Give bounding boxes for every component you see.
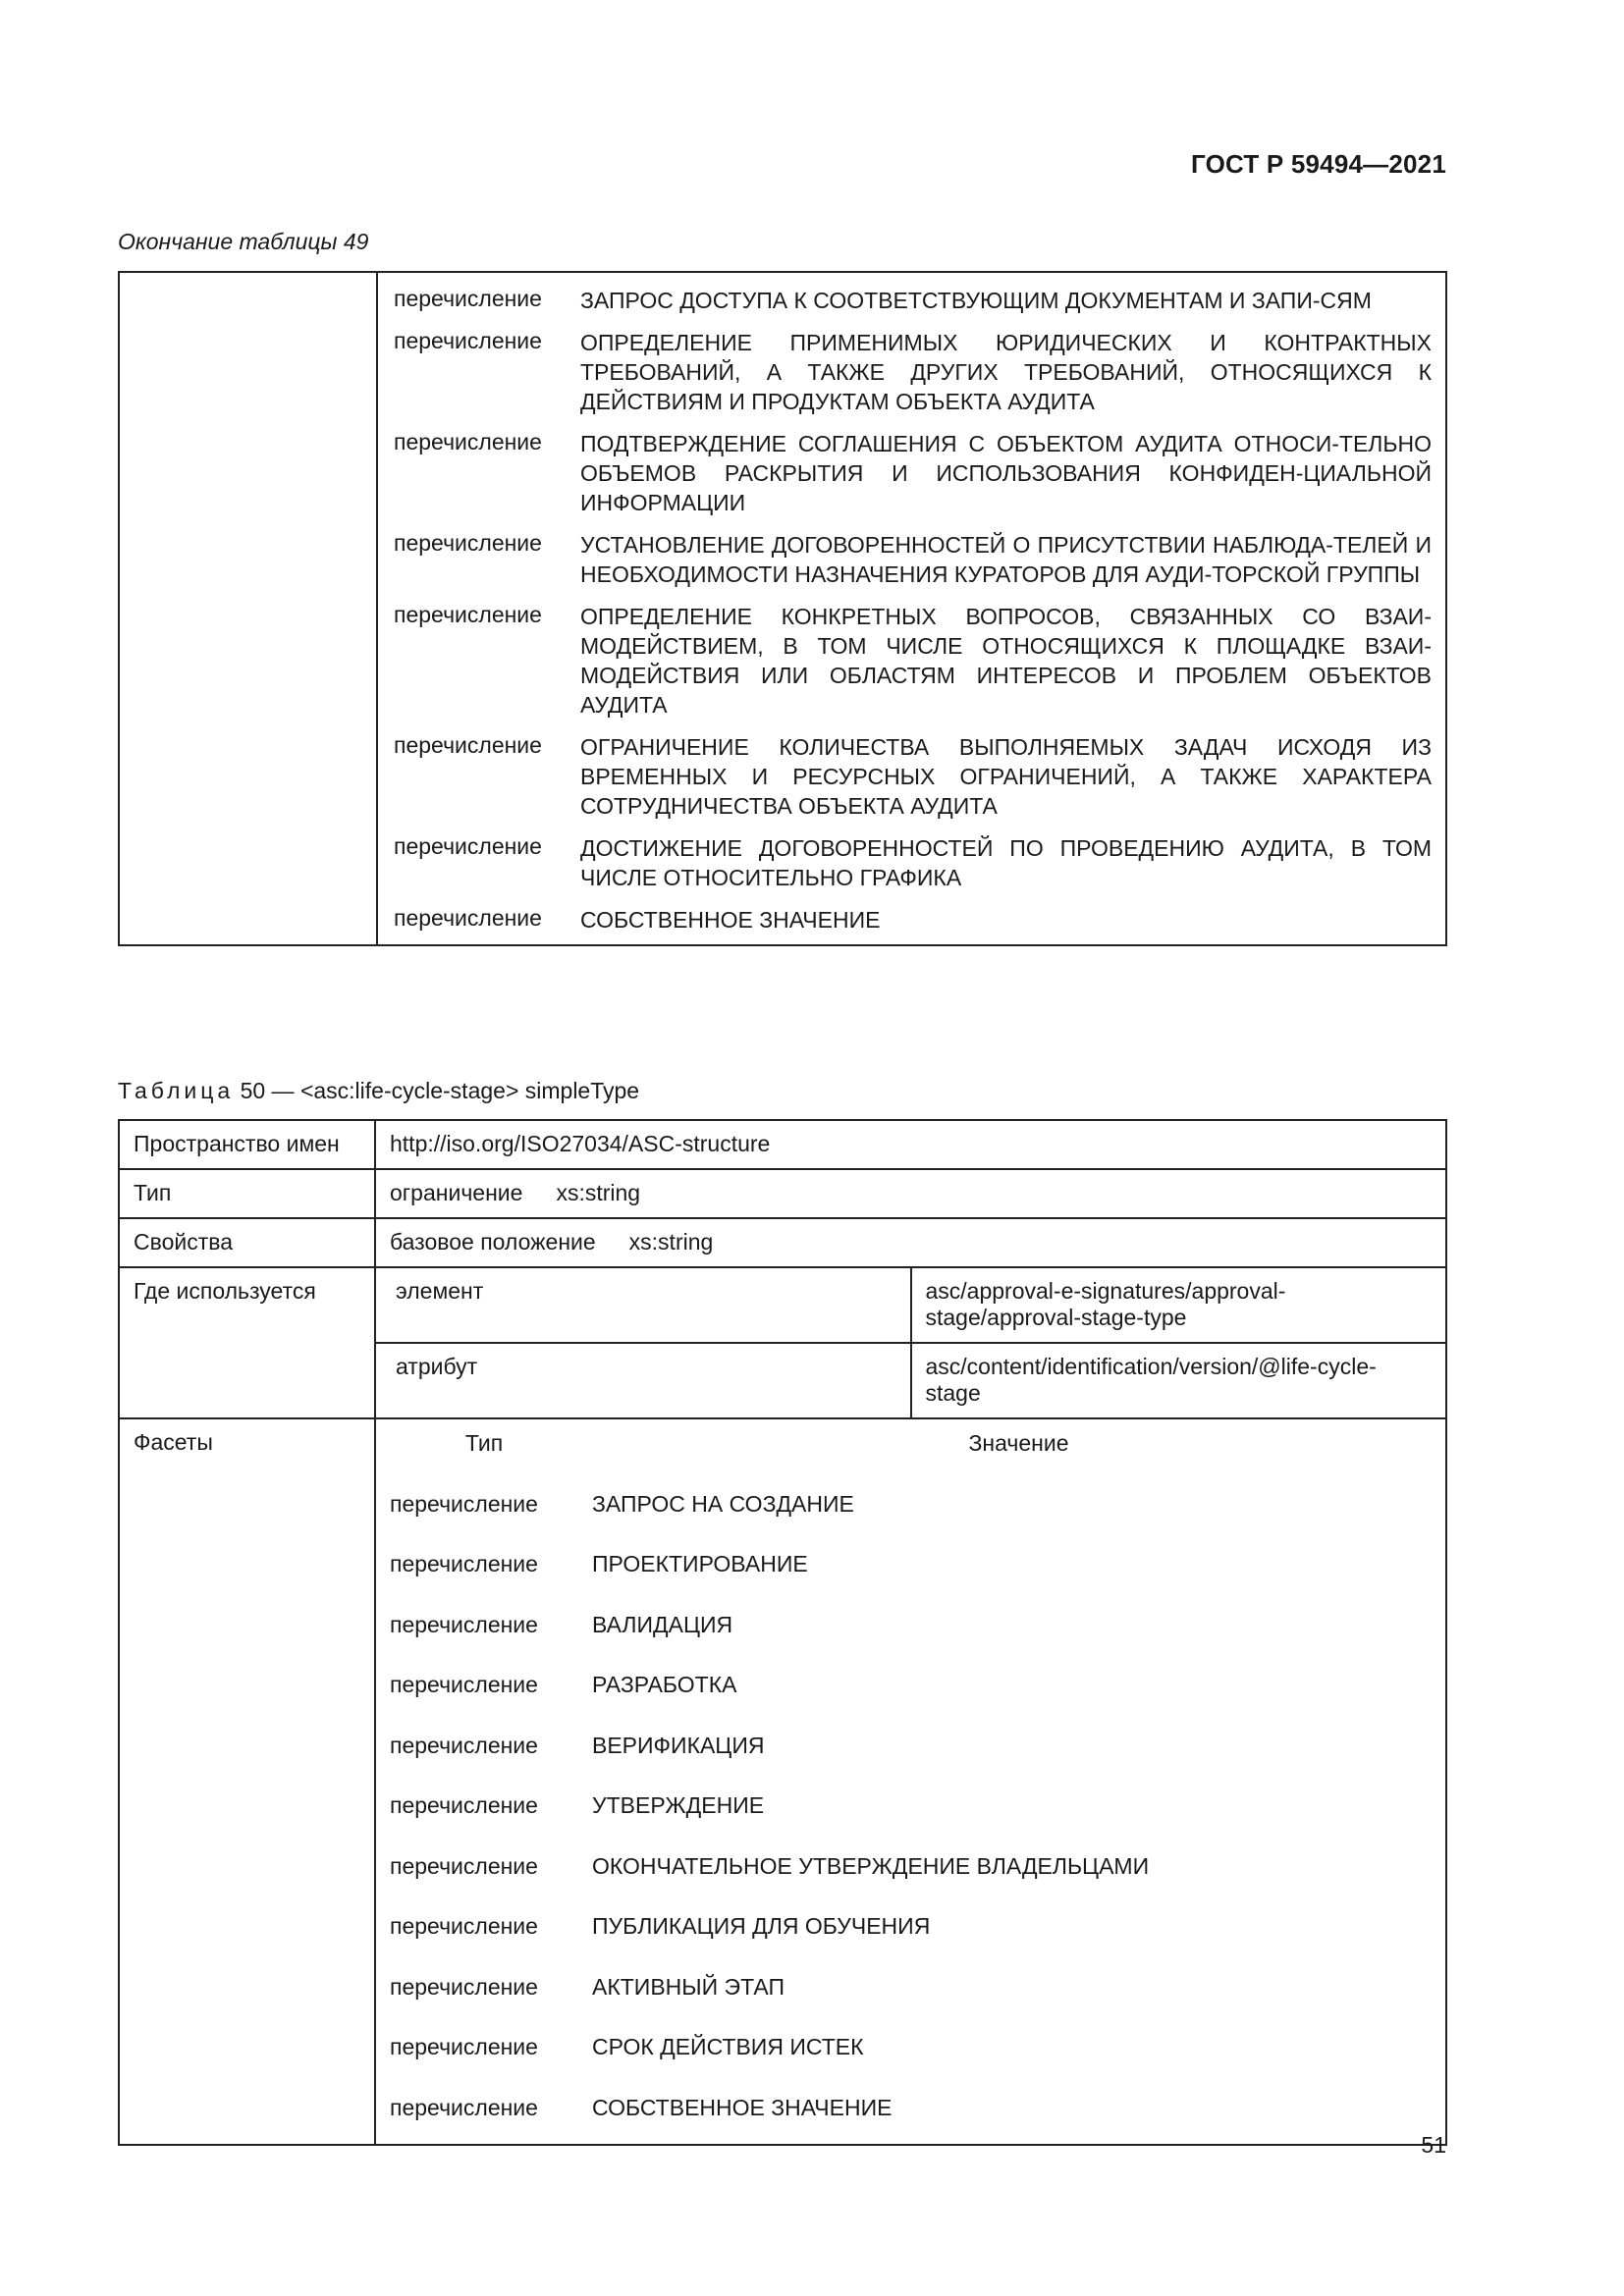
facet-value: ЗАПРОС НА СОЗДАНИЕ — [592, 1490, 854, 1517]
table-row — [376, 1722, 1445, 1783]
enum-type: перечисление — [394, 530, 542, 556]
enum-value: ОПРЕДЕЛЕНИЕ ПРИМЕНИМЫХ ЮРИДИЧЕСКИХ И КОНТРАКТНЫХ ТРЕБОВАНИЙ, А ТАКЖЕ ДРУГИХ ТРЕБОВАНИЙ, ОТНОСЯЩИХСЯ К ДЕЙСТВИЯМ И ПРОДУКТАМ ОБЪЕКТА АУДИТА — [580, 330, 1432, 414]
table-50-caption — [118, 1078, 639, 1104]
facet-type: перечисление — [390, 1913, 538, 1939]
table-row — [376, 1782, 1445, 1842]
table-row — [376, 1661, 1445, 1722]
enum-value: ОГРАНИЧЕНИЕ КОЛИЧЕСТВА ВЫПОЛНЯЕМЫХ ЗАДАЧ ИСХОДЯ ИЗ ВРЕМЕННЫХ И РЕСУРСНЫХ ОГРАНИЧЕНИЙ, А ТАКЖЕ ХАРАКТЕРА СОТРУДНИЧЕСТВА ОБЪЕКТА АУДИТА — [580, 734, 1432, 819]
table-row — [376, 1540, 1445, 1601]
facet-value: ВЕРИФИКАЦИЯ — [592, 1732, 765, 1758]
where-kind: атрибут — [375, 1343, 911, 1418]
facet-type: перечисление — [390, 2034, 538, 2059]
props-value: xs:string — [628, 1229, 714, 1255]
where-used-label: Где используется — [119, 1267, 375, 1418]
table-row — [376, 1480, 1445, 1541]
table-50-caption-title: 50 — <asc:life-cycle-stage> simpleType — [240, 1078, 640, 1103]
facets-cell — [375, 1418, 1446, 2145]
table-row — [119, 1120, 1446, 1169]
facet-type: перечисление — [390, 1852, 538, 1879]
table-49 — [118, 271, 1447, 946]
facet-value: РАЗРАБОТКА — [592, 1672, 737, 1697]
enum-value: ДОСТИЖЕНИЕ ДОГОВОРЕННОСТЕЙ ПО ПРОВЕДЕНИЮ АУДИТА, В ТОМ ЧИСЛЕ ОТНОСИТЕЛЬНО ГРАФИКА — [580, 835, 1432, 890]
facets-header-value: Значение — [968, 1430, 1069, 1456]
facet-type: перечисление — [390, 1611, 538, 1637]
where-path: asc/approval-e-signatures/approval-stage/approval-stage-type — [911, 1267, 1447, 1343]
type-label: Тип — [119, 1169, 375, 1218]
facet-type: перечисление — [390, 1672, 538, 1697]
namespace-value: http://iso.org/ISO27034/ASC-structure — [375, 1120, 1446, 1169]
facets-label: Фасеты — [119, 1418, 375, 2145]
table-row — [376, 1842, 1445, 1903]
enum-value: ОПРЕДЕЛЕНИЕ КОНКРЕТНЫХ ВОПРОСОВ, СВЯЗАННЫХ СО ВЗАИ-МОДЕЙСТВИЕМ, В ТОМ ЧИСЛЕ ОТНОСЯЩИХСЯ К ПЛОЩАДКЕ ВЗАИ-МОДЕЙСТВИЯ ИЛИ ОБЛАСТЯМ ИНТЕРЕСОВ И ПРОБЛЕМ ОБЪЕКТОВ АУДИТА — [580, 604, 1432, 718]
facets-table — [376, 1419, 1445, 2144]
facet-value: СОБСТВЕННОЕ ЗНАЧЕНИЕ — [592, 2094, 893, 2120]
standard-designation: ГОСТ Р 59494—2021 — [1191, 149, 1446, 179]
enum-type: перечисление — [394, 833, 542, 859]
type-value: xs:string — [556, 1180, 641, 1205]
namespace-label: Пространство имен — [119, 1120, 375, 1169]
enum-value: СОБСТВЕННОЕ ЗНАЧЕНИЕ — [580, 907, 881, 933]
table-row — [376, 1601, 1445, 1662]
table-row — [119, 1267, 1446, 1343]
table-row — [376, 1963, 1445, 2024]
facets-header-type: Тип — [464, 1430, 504, 1456]
table-49-continuation-caption: Окончание таблицы 49 — [118, 229, 369, 254]
type-key: ограничение — [390, 1180, 523, 1205]
type-cell — [375, 1169, 1446, 1218]
facet-type: перечисление — [390, 1732, 538, 1758]
props-key: базовое положение — [390, 1229, 596, 1255]
table-49-empty-cell — [119, 272, 377, 945]
page-number: 51 — [1421, 2132, 1446, 2158]
table-50-caption-word: Таблица — [118, 1078, 235, 1103]
facet-value: УТВЕРЖДЕНИЕ — [592, 1792, 765, 1818]
enum-value: ЗАПРОС ДОСТУПА К СООТВЕТСТВУЮЩИМ ДОКУМЕНТАМ И ЗАПИ-СЯМ — [580, 288, 1372, 313]
props-label: Свойства — [119, 1218, 375, 1267]
enum-type: перечисление — [394, 732, 542, 758]
facet-value: ОКОНЧАТЕЛЬНОЕ УТВЕРЖДЕНИЕ ВЛАДЕЛЬЦАМИ — [592, 1852, 1150, 1879]
facet-value: СРОК ДЕЙСТВИЯ ИСТЕК — [592, 2034, 864, 2059]
facet-value: АКТИВНЫЙ ЭТАП — [592, 1973, 785, 2000]
facet-value: ПРОЕКТИРОВАНИЕ — [592, 1551, 808, 1576]
enum-type: перечисление — [394, 905, 542, 931]
facet-type: перечисление — [390, 1792, 538, 1818]
table-row — [376, 2023, 1445, 2084]
table-row — [119, 1169, 1446, 1218]
table-row — [119, 1218, 1446, 1267]
facet-type: перечисление — [390, 1973, 538, 2000]
facets-header-row — [376, 1419, 1445, 1480]
table-row — [119, 1418, 1446, 2145]
facet-value: ВАЛИДАЦИЯ — [592, 1611, 733, 1637]
facet-type: перечисление — [390, 1551, 538, 1576]
props-cell — [375, 1218, 1446, 1267]
where-path: asc/content/identification/version/@life-cycle-stage — [911, 1343, 1447, 1418]
facet-type: перечисление — [390, 2094, 538, 2120]
enum-value: ПОДТВЕРЖДЕНИЕ СОГЛАШЕНИЯ С ОБЪЕКТОМ АУДИТА ОТНОСИ-ТЕЛЬНО ОБЪЕМОВ РАСКРЫТИЯ И ИСПОЛЬЗОВАНИЯ КОНФИДЕН-ЦИАЛЬНОЙ ИНФОРМАЦИИ — [580, 431, 1432, 515]
table-row — [376, 2084, 1445, 2145]
enum-type: перечисление — [394, 429, 542, 454]
enum-value: УСТАНОВЛЕНИЕ ДОГОВОРЕННОСТЕЙ О ПРИСУТСТВИИ НАБЛЮДА-ТЕЛЕЙ И НЕОБХОДИМОСТИ НАЗНАЧЕНИЯ КУРАТОРОВ ДЛЯ АУДИ-ТОРСКОЙ ГРУППЫ — [580, 532, 1432, 587]
enum-type: перечисление — [394, 286, 542, 311]
enum-type: перечисление — [394, 328, 542, 353]
enum-type: перечисление — [394, 602, 542, 627]
table-50 — [118, 1119, 1447, 2146]
table-row — [376, 1902, 1445, 1963]
facet-type: перечисление — [390, 1490, 538, 1517]
facet-value: ПУБЛИКАЦИЯ ДЛЯ ОБУЧЕНИЯ — [592, 1913, 931, 1939]
where-kind: элемент — [375, 1267, 911, 1343]
table-row — [119, 272, 1446, 315]
